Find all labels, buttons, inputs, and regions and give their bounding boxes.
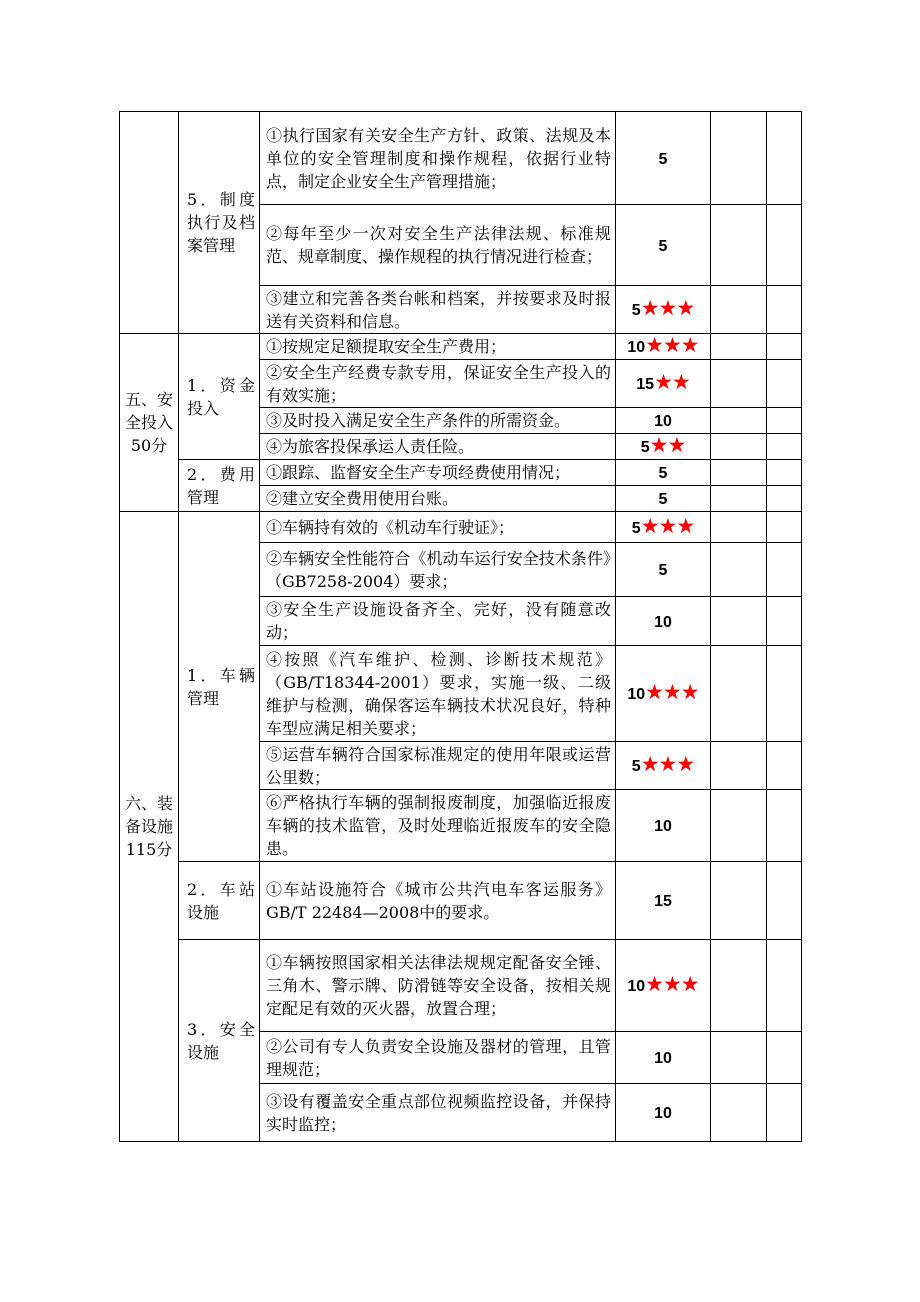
item-cell: 1．车辆管理: [179, 512, 260, 862]
clause-cell: ④为旅客投保承运人责任险。: [260, 434, 616, 460]
importance-stars: ★★★: [645, 972, 699, 996]
score-value: 15: [636, 376, 655, 393]
score-value: 5: [658, 237, 668, 255]
importance-stars: ★★★: [640, 513, 695, 538]
score-cell: [616, 543, 711, 597]
section-cell: [120, 112, 179, 334]
blank-cell: [711, 286, 767, 334]
score-cell: [616, 460, 711, 486]
table-row: [120, 460, 802, 486]
blank-cell: [767, 543, 802, 597]
score-cell: [616, 434, 711, 460]
score-value: 10: [654, 1105, 672, 1122]
score-cell: [616, 597, 711, 646]
clause-cell: ②安全生产经费专款专用，保证安全生产投入的有效实施；: [260, 360, 616, 408]
blank-cell: [767, 408, 802, 434]
item-cell: 3．安全设施: [179, 940, 260, 1142]
score-value: 5: [658, 562, 668, 579]
score-value: 15: [654, 893, 672, 910]
score-cell: [616, 1032, 711, 1084]
blank-cell: [711, 790, 767, 862]
score-value: 10: [654, 818, 672, 835]
blank-cell: [767, 597, 802, 646]
blank-cell: [711, 486, 767, 512]
blank-cell: [767, 1084, 802, 1142]
score-value: 10: [627, 339, 646, 356]
score-value: 10: [654, 613, 672, 631]
blank-cell: [767, 940, 802, 1032]
score-value: 10: [627, 978, 646, 995]
blank-cell: [711, 360, 767, 408]
clause-cell: ②车辆安全性能符合《机动车运行安全技术条件》（GB7258-2004）要求；: [260, 543, 616, 597]
blank-cell: [711, 112, 767, 205]
blank-cell: [711, 940, 767, 1032]
clause-cell: ①跟踪、监督安全生产专项经费使用情况；: [260, 460, 616, 486]
blank-cell: [711, 334, 767, 360]
blank-cell: [711, 543, 767, 597]
score-cell: [616, 205, 711, 286]
score-cell: [616, 286, 711, 334]
score-value: 5: [631, 519, 641, 537]
blank-cell: [767, 790, 802, 862]
blank-cell: [767, 112, 802, 205]
item-cell: 2．车站设施: [179, 862, 260, 940]
score-cell: [616, 862, 711, 940]
clause-cell: ②公司有专人负责安全设施及器材的管理，且管理规范；: [260, 1032, 616, 1084]
table-row: [120, 862, 802, 940]
blank-cell: [767, 334, 802, 360]
score-value: 10: [654, 1050, 672, 1067]
blank-cell: [767, 205, 802, 286]
clause-cell: ②建立安全费用使用台账。: [260, 486, 616, 512]
score-cell: [616, 742, 711, 790]
importance-stars: ★★: [654, 370, 690, 394]
score-value: 10: [627, 686, 646, 703]
section-cell: 五、安全投入50分: [120, 334, 179, 512]
score-cell: [616, 408, 711, 434]
clause-cell: ⑤运营车辆符合国家标准规定的使用年限或运营公里数；: [260, 742, 616, 790]
blank-cell: [711, 408, 767, 434]
score-value: 10: [654, 413, 672, 430]
score-cell: [616, 940, 711, 1032]
blank-cell: [711, 434, 767, 460]
blank-cell: [767, 512, 802, 543]
clause-cell: ①按规定足额提取安全生产费用；: [260, 334, 616, 360]
blank-cell: [767, 862, 802, 940]
score-value: 5: [658, 491, 668, 508]
score-cell: [616, 512, 711, 543]
clause-cell: ③设有覆盖安全重点部位视频监控设备，并保持实时监控；: [260, 1084, 616, 1142]
blank-cell: [711, 1032, 767, 1084]
clause-cell: ③安全生产设施设备齐全、完好，没有随意改动；: [260, 597, 616, 646]
score-cell: [616, 112, 711, 205]
score-cell: [616, 790, 711, 862]
importance-stars: ★★★: [645, 333, 699, 357]
clause-cell: ③建立和完善各类台帐和档案，并按要求及时报送有关资料和信息。: [260, 286, 616, 334]
score-cell: [616, 360, 711, 408]
blank-cell: [767, 1032, 802, 1084]
importance-stars: ★★★: [640, 296, 695, 320]
table-row: [120, 512, 802, 543]
clause-cell: ⑥严格执行车辆的强制报废制度，加强临近报废车辆的技术监管，及时处理临近报废车的安全隐患。: [260, 790, 616, 862]
clause-cell: ①车辆按照国家相关法律法规规定配备安全锤、三角木、警示牌、防滑链等安全设备，按相关规定配足有效的灭火器，放置合理；: [260, 940, 616, 1032]
item-cell: 5．制度执行及档案管理: [179, 112, 260, 334]
clause-cell: ②每年至少一次对安全生产法律法规、标准规范、规章制度、操作规程的执行情况进行检查；: [260, 205, 616, 286]
score-cell: [616, 646, 711, 742]
blank-cell: [767, 742, 802, 790]
blank-cell: [767, 360, 802, 408]
clause-cell: ①执行国家有关安全生产方针、政策、法规及本单位的安全管理制度和操作规程，依据行业特点，制定企业安全生产管理措施；: [260, 112, 616, 205]
score-cell: [616, 334, 711, 360]
table-row: [120, 334, 802, 360]
blank-cell: [711, 646, 767, 742]
importance-stars: ★★★: [640, 752, 695, 776]
blank-cell: [767, 434, 802, 460]
score-value: 5: [658, 150, 668, 168]
clause-cell: ①车站设施符合《城市公共汽电车客运服务》GB/T 22484—2008中的要求。: [260, 862, 616, 940]
clause-cell: ③及时投入满足安全生产条件的所需资金。: [260, 408, 616, 434]
blank-cell: [711, 597, 767, 646]
score-value: 5: [658, 465, 668, 482]
table-row: [120, 940, 802, 1032]
clause-cell: ④按照《汽车维护、检测、诊断技术规范》（GB/T18344-2001）要求，实施一级、二级维护与检测，确保客运车辆技术状况良好，特种车型应满足相关要求；: [260, 646, 616, 742]
blank-cell: [711, 862, 767, 940]
score-cell: [616, 486, 711, 512]
item-cell: 1．资金投入: [179, 334, 260, 460]
importance-stars: ★★: [649, 433, 686, 457]
blank-cell: [767, 460, 802, 486]
blank-cell: [767, 646, 802, 742]
table-row: [120, 112, 802, 205]
score-value: 5: [640, 439, 650, 456]
clause-cell: ①车辆持有效的《机动车行驶证》；: [260, 512, 616, 543]
blank-cell: [711, 512, 767, 543]
section-cell: 六、装备设施115分: [120, 512, 179, 1142]
importance-stars: ★★★: [645, 680, 699, 704]
blank-cell: [767, 486, 802, 512]
blank-cell: [767, 286, 802, 334]
score-cell: [616, 1084, 711, 1142]
blank-cell: [711, 1084, 767, 1142]
blank-cell: [711, 205, 767, 286]
assessment-table: [119, 111, 802, 1142]
item-cell: 2．费用管理: [179, 460, 260, 512]
score-value: 5: [631, 758, 641, 775]
score-value: 5: [631, 302, 641, 319]
blank-cell: [711, 742, 767, 790]
blank-cell: [711, 460, 767, 486]
